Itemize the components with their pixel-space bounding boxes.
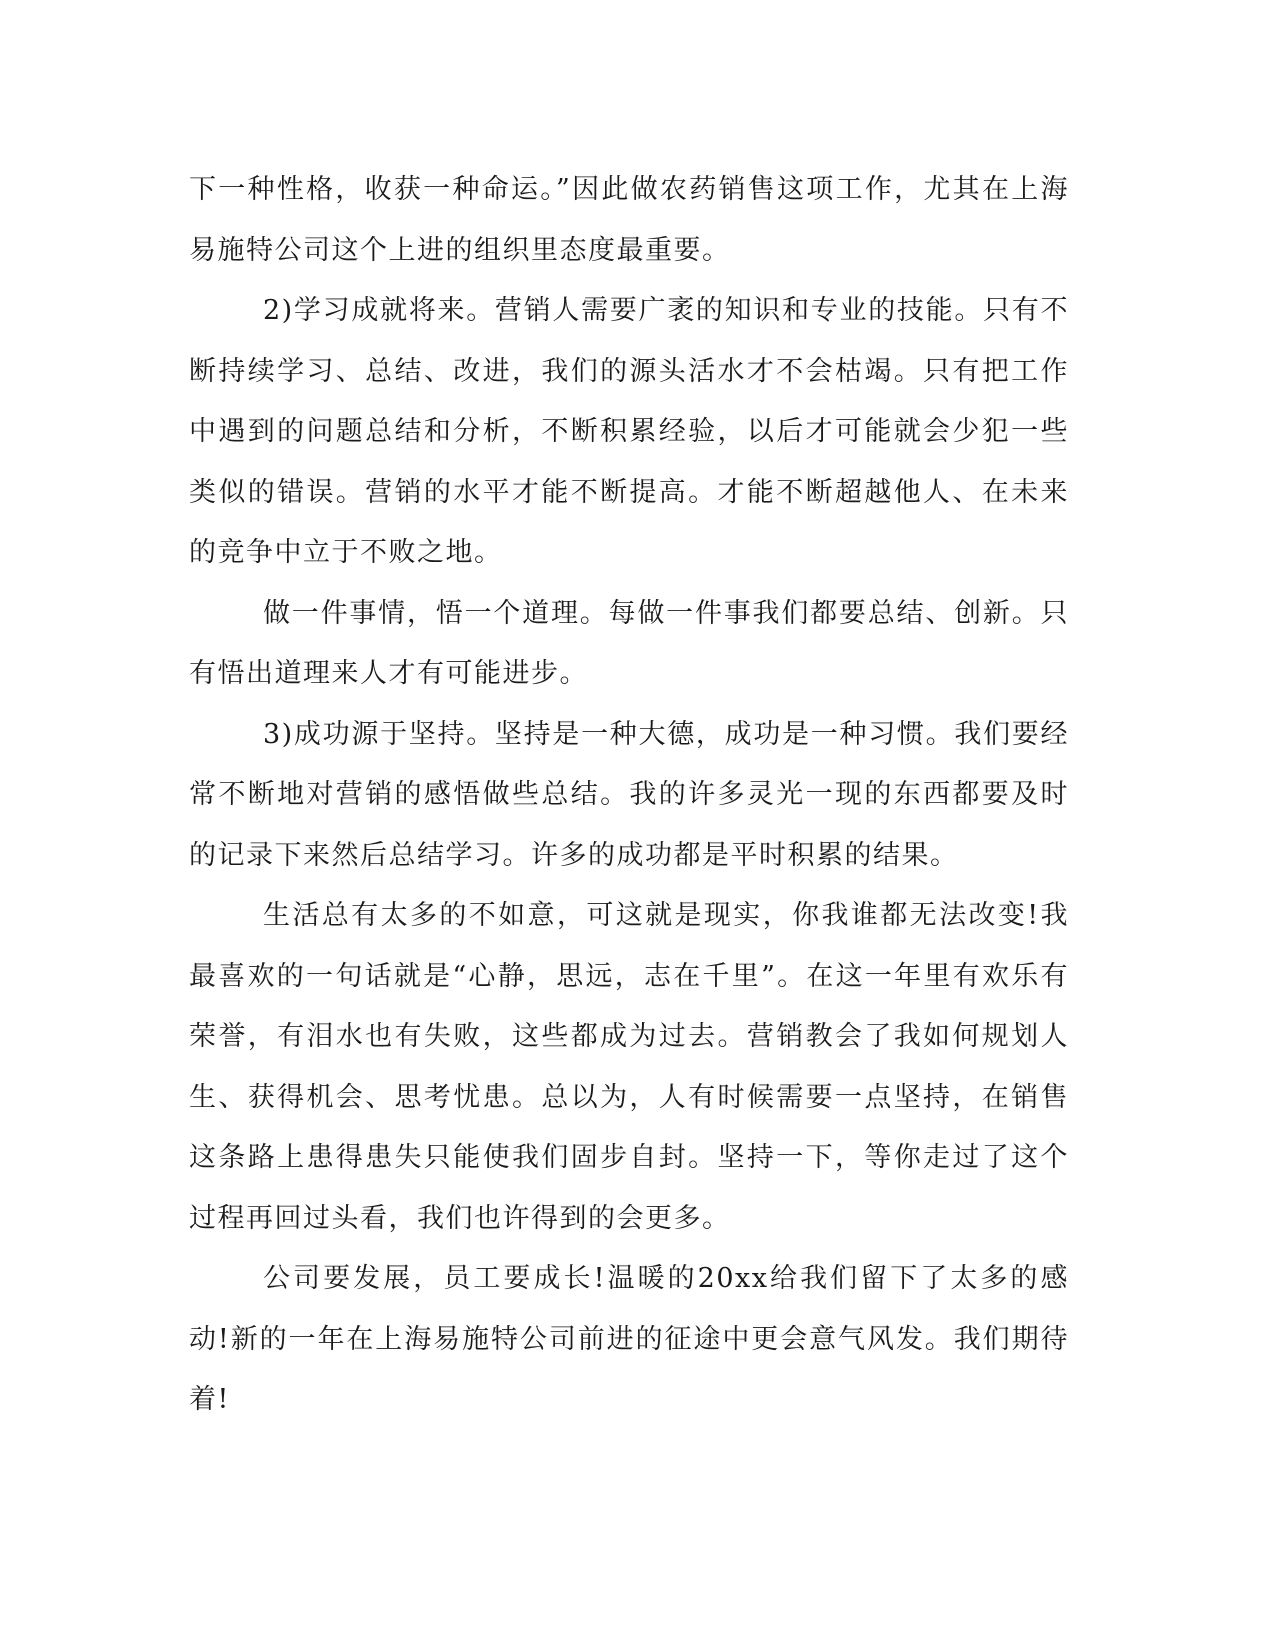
document-body xyxy=(189,160,1069,1431)
paragraph-2: 2)学习成就将来。营销人需要广袤的知识和专业的技能。只有不断持续学习、总结、改进，我们的源头活水才不会枯竭。只有把工作中遇到的问题总结和分析，不断积累经验，以后才可能就会少犯一些类似的错误。营销的水平才能不断提高。才能不断超越他人、在未来的竞争中立于不败之地。 xyxy=(189,295,1069,568)
paragraph-4: 3)成功源于坚持。坚持是一种大德，成功是一种习惯。我们要经常不断地对营销的感悟做些总结。我的许多灵光一现的东西都要及时的记录下来然后总结学习。许多的成功都是平时积累的结果。 xyxy=(189,718,1069,871)
paragraph-5: 生活总有太多的不如意，可这就是现实，你我谁都无法改变!我最喜欢的一句话就是“心静，思远，志在千里”。在这一年里有欢乐有荣誉，有泪水也有失败，这些都成为过去。营销教会了我如何规划人生、获得机会、思考忧患。总以为，人有时候需要一点坚持，在销售这条路上患得患失只能使我们固步自封。坚持一下，等你走过了这个过程再回过头看，我们也许得到的会更多。 xyxy=(189,900,1069,1234)
paragraph-6: 公司要发展，员工要成长!温暖的20xx给我们留下了太多的感动!新的一年在上海易施特公司前进的征途中更会意气风发。我们期待着! xyxy=(189,1263,1069,1415)
paragraph-3: 做一件事情，悟一个道理。每做一件事我们都要总结、创新。只有悟出道理来人才有可能进步。 xyxy=(189,597,1069,689)
paragraph-1: 下一种性格，收获一种命运。”因此做农药销售这项工作，尤其在上海易施特公司这个上进的组织里态度最重要。 xyxy=(189,174,1069,266)
